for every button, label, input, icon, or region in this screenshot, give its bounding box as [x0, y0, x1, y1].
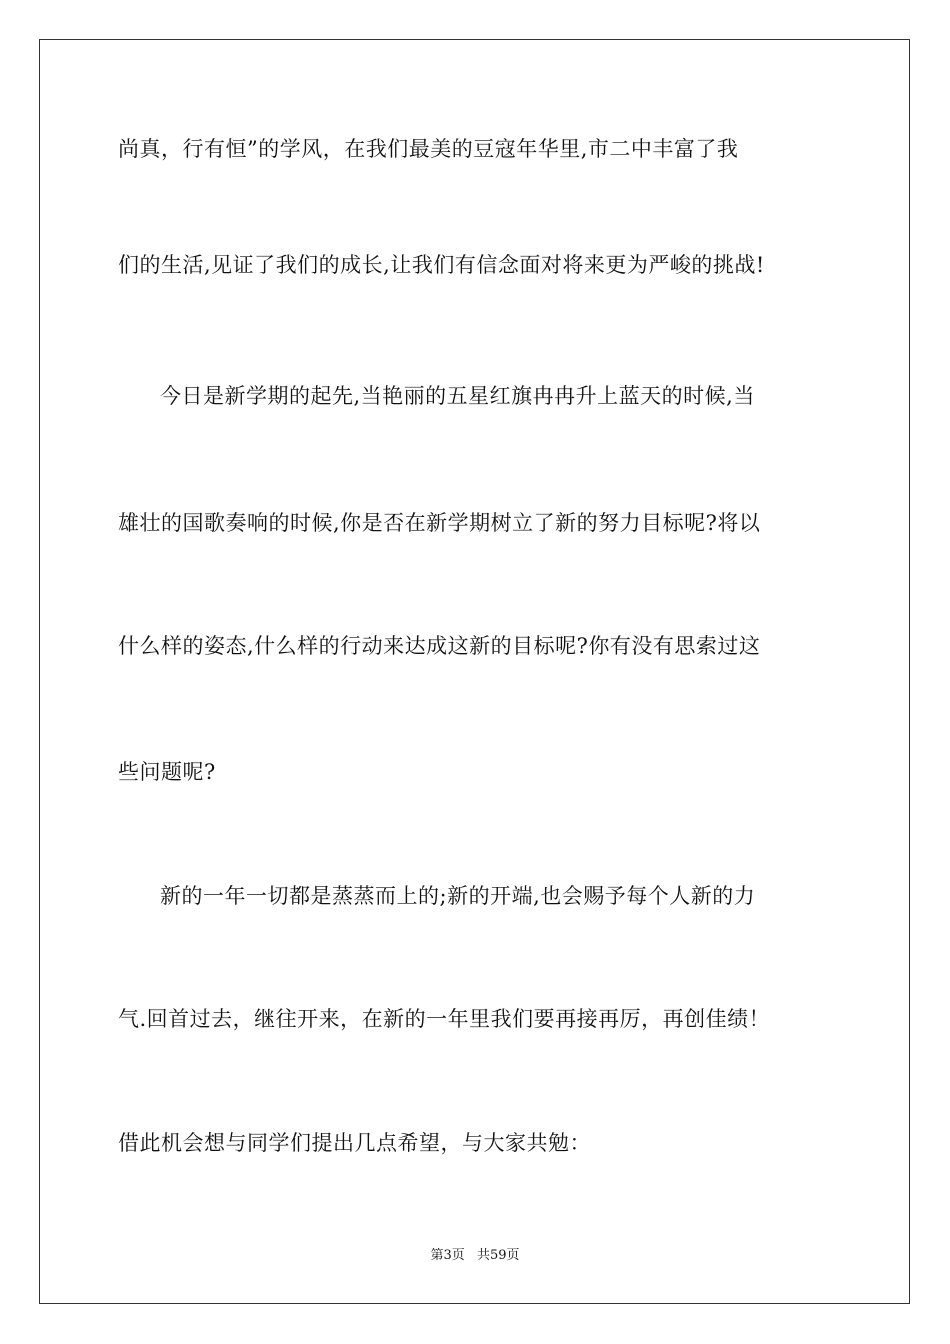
- text-line-3: 今日是新学期的起先,当艳丽的五星红旗冉冉升上蓝天的时候,当: [160, 384, 755, 408]
- page-number: 第3页: [430, 1248, 465, 1263]
- page-total: 共59页: [476, 1248, 520, 1263]
- text-line-4: 雄壮的国歌奏响的时候,你是否在新学期树立了新的努力目标呢?将以: [118, 511, 761, 535]
- page-frame: [39, 39, 910, 1304]
- text-line-1: 尚真，行有恒”的学风，在我们最美的豆寇年华里,市二中丰富了我: [118, 137, 739, 161]
- text-line-7: 新的一年一切都是蒸蒸而上的;新的开端,也会赐予每个人新的力: [160, 884, 756, 908]
- text-line-9: 借此机会想与同学们提出几点希望，与大家共勉：: [118, 1131, 591, 1155]
- text-line-5: 什么样的姿态,什么样的行动来达成这新的目标呢?你有没有思索过这: [118, 634, 761, 658]
- text-line-2: 们的生活,见证了我们的成长,让我们有信念面对将来更为严峻的挑战!: [118, 253, 765, 277]
- text-line-6: 些问题呢?: [118, 760, 216, 784]
- text-line-8: 气.回首过去，继往开来，在新的一年里我们要再接再厉，再创佳绩！: [118, 1007, 771, 1031]
- page-footer: [0, 1247, 950, 1265]
